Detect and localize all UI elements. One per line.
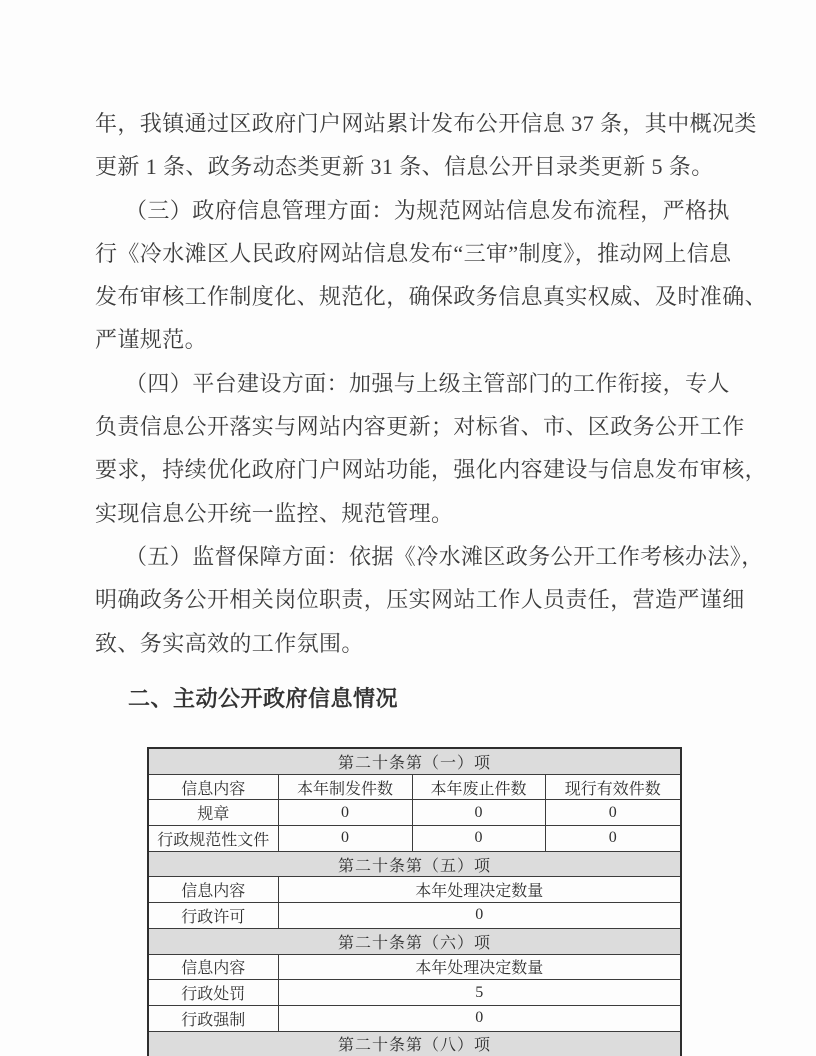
table-section-row	[148, 1031, 681, 1056]
paragraph-line: 实现信息公开统一监控、规范管理。	[95, 500, 454, 526]
paragraph-line: （五）监督保障方面：依据《冷水滩区政务公开工作考核办法》，	[125, 543, 764, 569]
paragraph-line: 年，我镇通过区政府门户网站累计发布公开信息 37 条，其中概况类	[95, 111, 757, 136]
paragraph-line: 严谨规范。	[95, 327, 208, 353]
value-cell: 0	[278, 903, 681, 929]
table-section-label: 第二十条第（六）项	[148, 928, 681, 954]
paragraph-line: 致、务实高效的工作氛围。	[95, 630, 364, 656]
table-header-row	[148, 954, 681, 980]
value-cell: 0	[545, 800, 681, 826]
table-section-label: 第二十条第（一）项	[148, 748, 681, 774]
value-cell: 0	[545, 826, 681, 852]
row-label-cell: 行政处罚	[148, 980, 278, 1006]
table-row	[148, 980, 681, 1006]
paragraph-line: 发布审核工作制度化、规范化，确保政务信息真实权威、及时准确、	[95, 284, 768, 310]
disclosure-statistics-table	[147, 747, 682, 1056]
paragraph-line: 明确政务公开相关岗位职责，压实网站工作人员责任，营造严谨细	[95, 587, 745, 613]
table-row	[148, 800, 681, 826]
table-section-row	[148, 851, 681, 877]
table-header-cell: 本年制发件数	[278, 774, 412, 800]
value-cell: 5	[278, 980, 681, 1006]
table-section-label: 第二十条第（五）项	[148, 851, 681, 877]
table-section-row	[148, 928, 681, 954]
paragraph-line: （四）平台建设方面：加强与上级主管部门的工作衔接，专人	[125, 370, 730, 396]
value-cell: 0	[278, 1005, 681, 1031]
row-label-cell: 行政规范性文件	[148, 826, 278, 852]
row-label-cell: 行政许可	[148, 903, 278, 929]
table-header-cell: 现行有效件数	[545, 774, 681, 800]
section-heading: 二、主动公开政府信息情况	[128, 685, 399, 711]
table-row	[148, 903, 681, 929]
value-cell: 0	[412, 800, 545, 826]
value-cell: 0	[412, 826, 545, 852]
table-row	[148, 826, 681, 852]
table-header-cell: 信息内容	[148, 954, 278, 980]
row-label-cell: 规章	[148, 800, 278, 826]
paragraph-line: 更新 1 条、政务动态类更新 31 条、信息公开目录类更新 5 条。	[95, 154, 714, 180]
paragraph-line: 行《冷水滩区人民政府网站信息发布“三审”制度》，推动网上信息	[95, 240, 732, 266]
value-cell: 0	[278, 826, 412, 852]
document-body	[95, 102, 768, 721]
table-section-row	[148, 748, 681, 774]
table-row	[148, 1005, 681, 1031]
row-label-cell: 行政强制	[148, 1005, 278, 1031]
paragraph-line: 要求，持续优化政府门户网站功能，强化内容建设与信息发布审核，	[95, 457, 768, 483]
table-section-label: 第二十条第（八）项	[148, 1031, 681, 1056]
table-header-row	[148, 877, 681, 903]
table-header-cell: 信息内容	[148, 877, 278, 903]
table-header-cell: 信息内容	[148, 774, 278, 800]
table-header-cell: 本年处理决定数量	[278, 877, 681, 903]
paragraph-line: （三）政府信息管理方面：为规范网站信息发布流程，严格执	[125, 197, 730, 223]
table-header-row	[148, 774, 681, 800]
table-header-cell: 本年处理决定数量	[278, 954, 681, 980]
table-header-cell: 本年废止件数	[412, 774, 545, 800]
value-cell: 0	[278, 800, 412, 826]
paragraph-line: 负责信息公开落实与网站内容更新；对标省、市、区政务公开工作	[95, 414, 745, 440]
